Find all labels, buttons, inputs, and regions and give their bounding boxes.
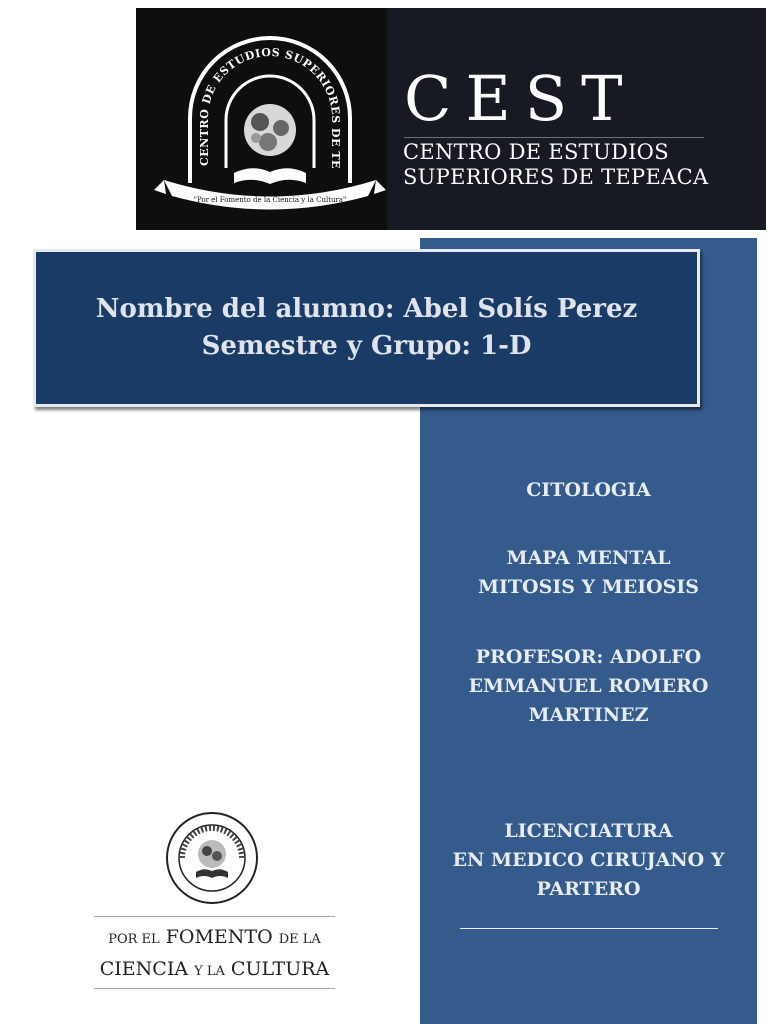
work-title-line2: MITOSIS Y MEIOSIS (477, 576, 699, 598)
brand-divider (404, 137, 704, 138)
brand-subtitle-line1: CENTRO DE ESTUDIOS (403, 140, 669, 164)
brand-subtitle-line2: SUPERIORES DE TEPEACA (403, 165, 709, 189)
footer-rule-bottom (94, 988, 335, 989)
institution-logo (136, 8, 387, 230)
footer-seal-icon (160, 808, 264, 908)
motto-y-la: Y LA (194, 964, 225, 979)
student-name: Nombre del alumno: Abel Solís Perez (95, 294, 638, 324)
seal-icon (136, 8, 387, 230)
professor-line1: PROFESOR: ADOLFO (475, 646, 702, 668)
work-title (420, 544, 757, 602)
footer-rule-top (94, 916, 335, 917)
motto-de-la: DE LA (278, 932, 321, 947)
subject-title: CITOLOGIA (526, 479, 651, 501)
student-group: Semestre y Grupo: 1-D (201, 331, 532, 361)
professor-line2: EMMANUEL ROMERO (468, 675, 709, 697)
motto-por-el: POR EL (108, 932, 160, 947)
motto-fomento: FOMENTO (165, 926, 273, 948)
work-title-line1: MAPA MENTAL (506, 547, 671, 569)
brand-acronym: CEST (404, 62, 637, 135)
degree-info (420, 817, 757, 904)
seal-ring-text: CENTRO DE ESTUDIOS SUPERIORES DE TE (197, 45, 343, 169)
motto-ciencia: CIENCIA (99, 958, 189, 980)
professor-info (420, 643, 757, 730)
brand-subtitle (403, 140, 708, 190)
degree-line2: EN MEDICO CIRUJANO Y (452, 849, 725, 871)
motto-line2 (94, 958, 335, 980)
degree-line1: LICENCIATURA (504, 820, 673, 842)
motto-line1 (94, 926, 335, 948)
signature-underline (460, 928, 718, 929)
motto-cultura: CULTURA (230, 958, 330, 980)
degree-line3: PARTERO (536, 878, 641, 900)
seal-ribbon-text: "Por el Fomento de la Ciencia y la Cultura" (193, 196, 347, 204)
professor-line3: MARTINEZ (528, 704, 649, 726)
student-info-box (33, 249, 700, 407)
